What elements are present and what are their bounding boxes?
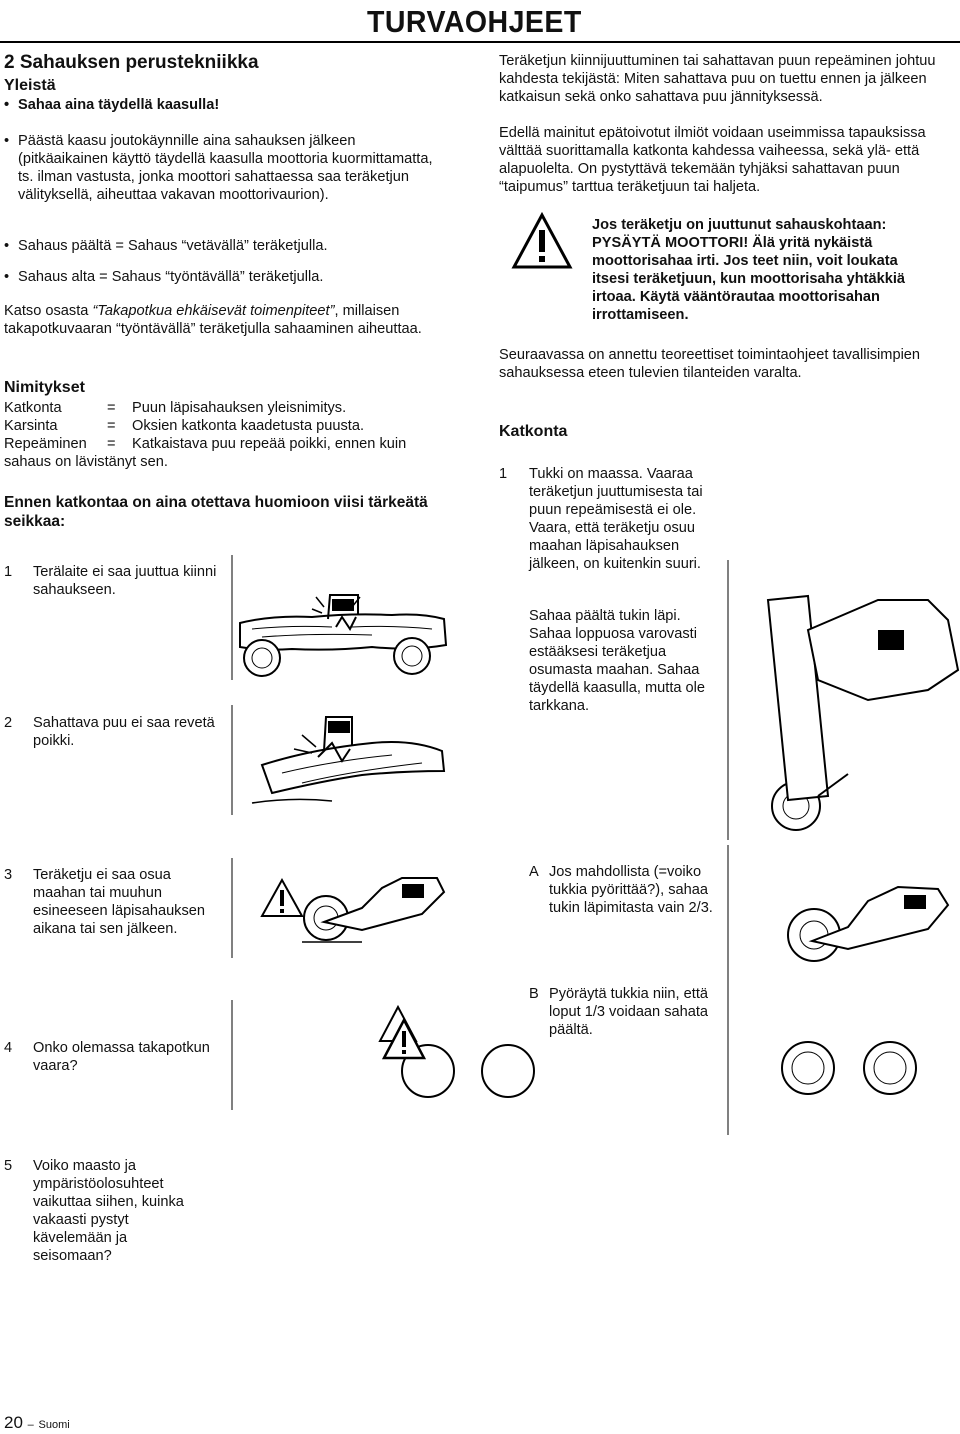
bullet-dot: • [4,238,10,254]
see-reference-pre: Katso osasta [4,303,93,319]
see-reference-post: , millaisen takapotkuvaaran “työntävällä” teräketjulla sahaaminen aiheuttaa. [4,303,422,337]
bullet-item [4,237,444,255]
bullet-dot: • [4,269,10,285]
bullet-text: Päästä kaasu joutokäynnille aina sahauksen jälkeen (pitkäaikainen käyttö täydellä kaasulla moottoria kuormittamatta, ts. ilman vastusta, jonka moottori sahattaessa saa teräketjun välityksellä, aiheuttaa vakavan moottorivaurion). [18,133,433,203]
factor-text: Teräketju ei saa osua maahan tai muuhun esineeseen läpisahauksen aikana tai sen jälkeen. [33,867,206,937]
warning-triangle-icon [382,1018,426,1060]
illustration-cutting-log [728,560,960,840]
illustration-log-splitting [232,705,462,815]
definition-text: Oksien katkonta kaadetusta puusta. [132,418,365,434]
factor-text: Voiko maasto ja ympäristöolosuhteet vaikuttaa siihen, kuinka vakaasti pystyt kävelemään ja seisomaan? [33,1158,184,1264]
case-text: Tukki on maassa. Vaaraa teräketjun juuttumisesta tai puun repeämisestä ei ole. Vaara, että teräketju osuu maahan läpisahauksen jälkeen, on kuitenkin suuri. [529,466,703,572]
definition-text: Katkaistava puu repeää poikki, ennen kuin [132,436,407,452]
log-cross-section-icon [452,1018,682,1094]
factor-number: 4 [4,1040,13,1056]
case-number: 1 [499,466,508,482]
definition-equals: = [107,436,116,452]
bullet-item [4,268,444,286]
factor-number: 1 [4,564,13,580]
illustration-log-on-supports [232,555,462,680]
definition-term: Repeäminen [4,436,87,452]
right-paragraph-1: Teräketjun kiinnijuuttuminen tai sahattavan puun repeäminen johtuu kahdesta tekijästä: Miten sahattava puu on tuettu ennen ja jälkeen katkaisun sekä onko sahattava puu jännityksessä. [499,53,936,105]
factor-text: Terälaite ei saa juuttua kiinni sahaukseen. [33,564,217,598]
bullet-text: Sahaa aina täydellä kaasulla! [18,97,220,113]
general-title: Yleistä [4,77,56,94]
page-number: 20 [4,1413,23,1432]
header-rule [0,41,960,43]
page-footer [4,1413,70,1433]
case-text: Pyöräytä tukkia niin, että loput 1/3 voidaan sahata päältä. [549,986,709,1038]
illustration-log-rotation [728,845,960,1135]
section-title: 2 Sahauksen perustekniikka [4,52,259,73]
warning-text: Jos teräketju on juuttunut sahauskohtaan: PYSÄYTÄ MOOTTORI! Älä yritä nykäistä moottorisahaa irti. Jos teet niin, voit loukata itsesi teräketjuun, kun moottorisaha yhtäkkiä irtoaa. Käytä vääntörautaa moottorisahan irrottamiseen. [592,217,906,323]
factor-text: Onko olemassa takapotkun vaara? [33,1040,210,1074]
factor-text: Sahattava puu ei saa revetä poikki. [33,715,215,749]
definition-equals: = [107,418,116,434]
definition-term: Katkonta [4,400,62,416]
illustration-ground-contact [232,858,472,958]
case-letter: B [529,986,539,1002]
bullet-dot: • [4,133,10,149]
footer-language: Suomi [38,1419,70,1431]
bullet-item [4,96,444,114]
see-reference-title: “Takapotkua ehkäisevät toimenpiteet” [92,303,335,319]
factor-number: 2 [4,715,13,731]
right-paragraph-2: Edellä mainitut epätoivotut ilmiöt voidaan useimmissa tapauksissa välttää suorittamalla katkonta kahdessa vaiheessa, sekä ylä- että alapuolelta. On pystyttävä tekemään tyhjäksi sahattavan puun “taipumus” tarttua teräketjuun tai haljeta. [499,125,926,195]
definitions-title: Nimitykset [4,379,85,396]
case-text: Jos mahdollista (=voiko tukkia pyörittää?), sahaa tukin läpimitasta vain 2/3. [549,864,713,916]
definition-text: Puun läpisahauksen yleisnimitys. [132,400,347,416]
footer-dash: – [27,1419,34,1431]
page-header-title: TURVAOHJEET [367,4,582,39]
factor-number: 5 [4,1158,13,1174]
see-reference-paragraph [4,302,449,338]
definition-equals: = [107,400,116,416]
factor-number: 3 [4,867,13,883]
definition-tail: sahaus on lävistänyt sen. [4,454,168,470]
bullet-dot: • [4,97,10,113]
important-title: Ennen katkontaa on aina otettava huomioon viisi tärkeätä seikkaa: [4,494,428,530]
right-paragraph-3: Seuraavassa on annettu teoreettiset toimintaohjeet tavallisimpien sahauksessa eteen tulevien tilanteiden varalta. [499,347,921,381]
bullet-text: Sahaus alta = Sahaus “työntävällä” teräketjulla. [18,269,324,285]
bullet-item [4,132,444,204]
warning-triangle-icon [512,213,572,269]
katkonta-title: Katkonta [499,423,568,440]
definition-term: Karsinta [4,418,58,434]
case-text-continued: Sahaa päältä tukin läpi. Sahaa loppuosa varovasti estääksesi teräketjua osumasta maahan. Sahaa täydellä kaasulla, mutta ole tarkkana. [529,608,706,714]
case-letter: A [529,864,539,880]
bullet-text: Sahaus päältä = Sahaus “vetävällä” teräketjulla. [18,238,328,254]
